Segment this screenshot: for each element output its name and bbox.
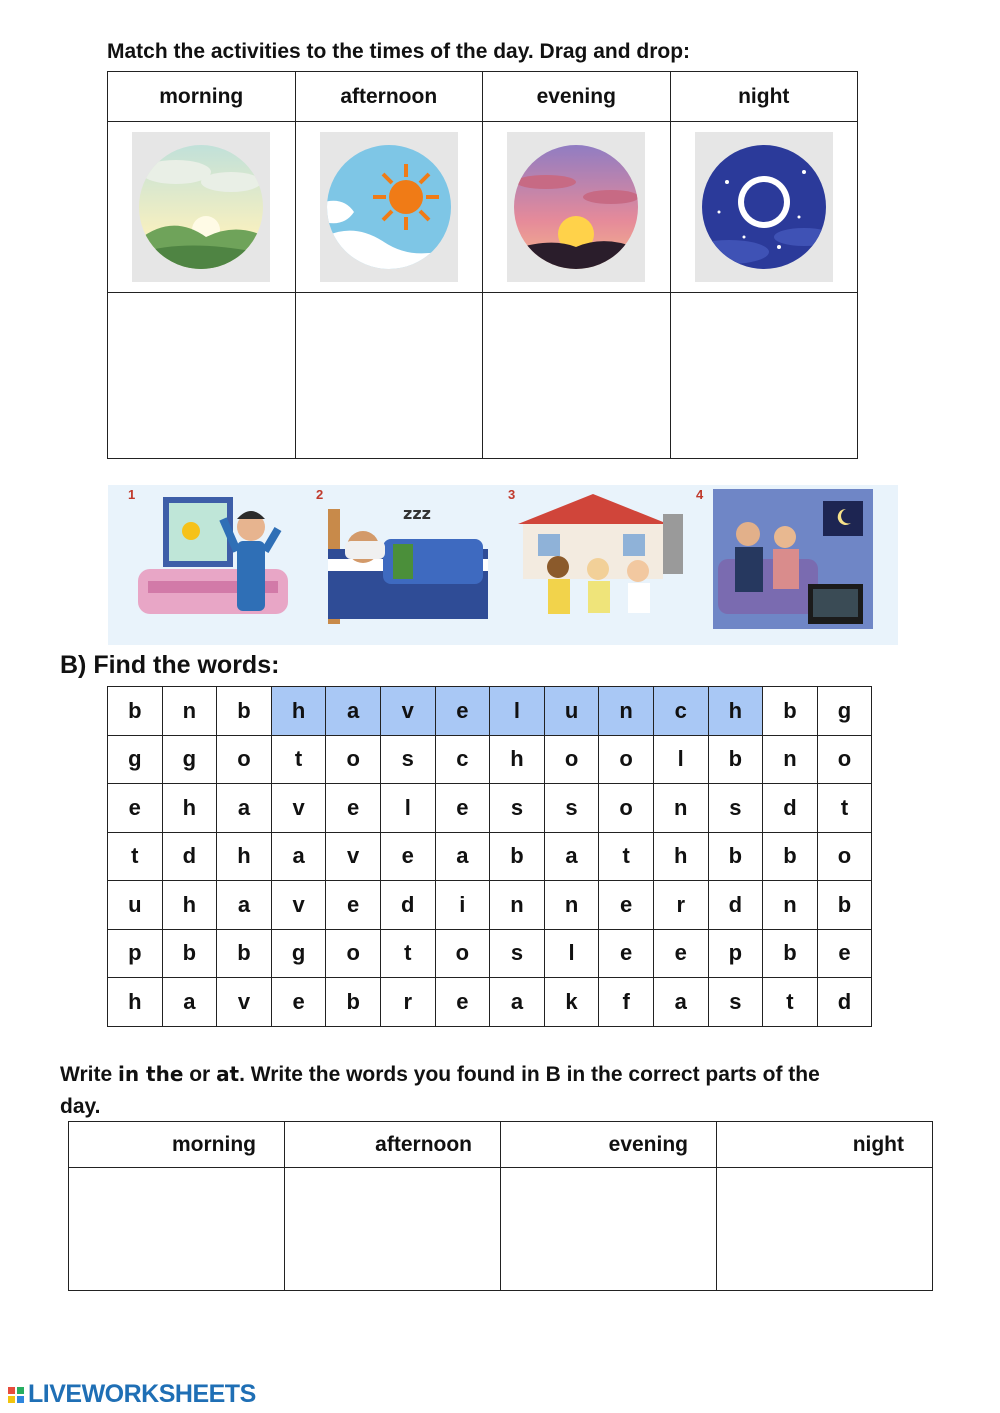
watching-tv-scene[interactable] (713, 489, 873, 639)
grid-letter-cell[interactable]: n (162, 687, 217, 736)
grid-letter-cell[interactable]: n (490, 881, 545, 930)
grid-letter-cell[interactable]: v (326, 832, 381, 881)
grid-letter-cell[interactable]: t (817, 784, 872, 833)
grid-letter-cell[interactable]: b (217, 929, 272, 978)
grid-letter-cell[interactable]: f (599, 978, 654, 1027)
grid-letter-cell[interactable]: n (763, 881, 818, 930)
grid-letter-cell[interactable]: v (271, 784, 326, 833)
grid-letter-cell[interactable]: a (217, 881, 272, 930)
grid-letter-cell[interactable]: h (653, 832, 708, 881)
grid-letter-cell[interactable]: u (544, 687, 599, 736)
grid-letter-cell[interactable]: l (544, 929, 599, 978)
grid-letter-cell[interactable]: b (708, 735, 763, 784)
grid-letter-cell[interactable]: d (763, 784, 818, 833)
grid-letter-cell[interactable]: b (490, 832, 545, 881)
grid-letter-cell[interactable]: e (271, 978, 326, 1027)
grid-letter-cell[interactable]: b (763, 687, 818, 736)
instruction-c-mid: or (183, 1063, 217, 1086)
grid-letter-cell[interactable]: h (162, 784, 217, 833)
logo-square (8, 1387, 15, 1394)
parts-header-night: night (717, 1122, 933, 1168)
grid-letter-cell[interactable]: e (380, 832, 435, 881)
grid-letter-cell[interactable]: a (490, 978, 545, 1027)
grid-letter-cell[interactable]: h (271, 687, 326, 736)
grid-letter-cell[interactable]: b (326, 978, 381, 1027)
grid-letter-cell[interactable]: g (271, 929, 326, 978)
scene-number: 3 (508, 487, 516, 502)
grid-letter-cell[interactable]: b (708, 832, 763, 881)
grid-letter-cell[interactable]: n (544, 881, 599, 930)
grid-letter-cell[interactable]: h (162, 881, 217, 930)
drop-zone-night[interactable] (670, 293, 858, 459)
grid-row (108, 978, 872, 1027)
grid-letter-cell[interactable]: n (653, 784, 708, 833)
grid-letter-cell[interactable]: e (599, 929, 654, 978)
grid-letter-cell[interactable]: b (763, 832, 818, 881)
grid-letter-cell[interactable]: r (653, 881, 708, 930)
grid-letter-cell[interactable]: n (599, 687, 654, 736)
grid-letter-cell[interactable]: a (653, 978, 708, 1027)
scene-number: 1 (128, 487, 136, 502)
grid-letter-cell[interactable]: e (435, 784, 490, 833)
grid-letter-cell[interactable]: e (435, 687, 490, 736)
header-morning: morning (108, 72, 296, 122)
instruction-a: Match the activities to the times of the day. Drag and drop: (107, 40, 691, 63)
grid-letter-cell[interactable]: c (435, 735, 490, 784)
liveworksheets-logo (8, 1380, 256, 1409)
logo-square (17, 1396, 24, 1403)
grid-letter-cell[interactable]: s (490, 929, 545, 978)
answer-box-afternoon[interactable] (285, 1168, 501, 1291)
grid-letter-cell[interactable]: t (599, 832, 654, 881)
grid-letter-cell[interactable]: h (217, 832, 272, 881)
grid-letter-cell[interactable]: b (763, 929, 818, 978)
grid-letter-cell[interactable]: v (271, 881, 326, 930)
grid-letter-cell[interactable]: s (544, 784, 599, 833)
waking-up-scene[interactable] (133, 489, 293, 639)
grid-letter-cell[interactable]: i (435, 881, 490, 930)
header-evening: evening (483, 72, 671, 122)
parts-header-evening: evening (501, 1122, 717, 1168)
grid-letter-cell[interactable]: a (544, 832, 599, 881)
grid-letter-cell[interactable]: k (544, 978, 599, 1027)
sleeping-scene[interactable] (323, 489, 493, 639)
logo-text: LIVEWORKSHEETS (28, 1380, 256, 1408)
grid-letter-cell[interactable]: e (599, 881, 654, 930)
grid-letter-cell[interactable]: l (380, 784, 435, 833)
sun-image (320, 132, 458, 282)
moon-image (695, 132, 833, 282)
parts-header-morning: morning (69, 1122, 285, 1168)
grid-letter-cell[interactable]: s (380, 735, 435, 784)
header-night: night (670, 72, 858, 122)
sunset-image (507, 132, 645, 282)
grid-letter-cell[interactable]: c (653, 687, 708, 736)
grid-letter-cell[interactable]: o (326, 929, 381, 978)
grid-letter-cell[interactable]: e (108, 784, 163, 833)
grid-letter-cell[interactable]: t (108, 832, 163, 881)
grid-letter-cell[interactable]: a (271, 832, 326, 881)
parts-header-afternoon: afternoon (285, 1122, 501, 1168)
scene-number: 4 (696, 487, 704, 502)
grid-letter-cell[interactable]: h (490, 735, 545, 784)
grid-letter-cell[interactable]: l (490, 687, 545, 736)
grid-letter-cell[interactable]: r (380, 978, 435, 1027)
activity-picture-strip (108, 485, 898, 645)
grid-letter-cell[interactable]: p (708, 929, 763, 978)
grid-letter-cell[interactable]: d (708, 881, 763, 930)
instruction-c-pre: Write (60, 1063, 118, 1086)
grid-letter-cell[interactable]: l (653, 735, 708, 784)
grid-row (108, 832, 872, 881)
grid-row (108, 881, 872, 930)
grid-letter-cell[interactable]: a (435, 832, 490, 881)
instruction-c-em-at: at (216, 1062, 240, 1086)
grid-letter-cell[interactable]: t (271, 735, 326, 784)
grid-letter-cell[interactable]: v (217, 978, 272, 1027)
times-of-day-table (107, 71, 858, 459)
grid-letter-cell[interactable]: d (162, 832, 217, 881)
grid-letter-cell[interactable]: b (162, 929, 217, 978)
grid-row (108, 784, 872, 833)
grid-letter-cell[interactable]: g (108, 735, 163, 784)
grid-letter-cell[interactable]: s (490, 784, 545, 833)
answer-box-evening[interactable] (501, 1168, 717, 1291)
grid-row (108, 929, 872, 978)
grid-letter-cell[interactable]: o (217, 735, 272, 784)
grid-letter-cell[interactable]: o (544, 735, 599, 784)
grid-letter-cell[interactable]: t (763, 978, 818, 1027)
grid-letter-cell[interactable]: e (435, 978, 490, 1027)
grid-letter-cell[interactable]: p (108, 929, 163, 978)
grid-letter-cell[interactable]: o (599, 735, 654, 784)
logo-square (8, 1396, 15, 1403)
grid-letter-cell[interactable]: o (817, 735, 872, 784)
scene-number: 2 (316, 487, 324, 502)
grid-letter-cell[interactable]: d (817, 978, 872, 1027)
grid-letter-cell[interactable]: b (217, 687, 272, 736)
grid-letter-cell[interactable]: a (326, 687, 381, 736)
grid-letter-cell[interactable]: o (817, 832, 872, 881)
grid-letter-cell[interactable]: e (326, 784, 381, 833)
sunrise-image (132, 132, 270, 282)
image-cell-night (670, 122, 858, 293)
section-b-title: B) Find the words: (60, 651, 280, 679)
grid-letter-cell[interactable]: v (380, 687, 435, 736)
grid-letter-cell[interactable]: b (108, 687, 163, 736)
logo-square (17, 1387, 24, 1394)
grid-letter-cell[interactable]: d (380, 881, 435, 930)
drop-zone-afternoon[interactable] (295, 293, 483, 459)
header-afternoon: afternoon (295, 72, 483, 122)
grid-letter-cell[interactable]: o (435, 929, 490, 978)
grid-letter-cell[interactable]: h (708, 687, 763, 736)
grid-letter-cell[interactable]: u (108, 881, 163, 930)
grid-letter-cell[interactable]: a (162, 978, 217, 1027)
grid-letter-cell[interactable]: s (708, 978, 763, 1027)
grid-letter-cell[interactable]: g (162, 735, 217, 784)
drop-zone-evening[interactable] (483, 293, 671, 459)
parts-of-day-table (68, 1121, 933, 1291)
grid-letter-cell[interactable]: e (817, 929, 872, 978)
svg-text:zzz: zzz (403, 504, 431, 523)
grid-letter-cell[interactable]: a (217, 784, 272, 833)
grid-letter-cell[interactable]: h (108, 978, 163, 1027)
word-search-grid (107, 686, 872, 1027)
answer-box-night[interactable] (717, 1168, 933, 1291)
grid-letter-cell[interactable]: n (763, 735, 818, 784)
going-to-school-scene[interactable] (513, 489, 688, 639)
grid-letter-cell[interactable]: b (817, 881, 872, 930)
grid-letter-cell[interactable]: g (817, 687, 872, 736)
grid-letter-cell[interactable]: t (380, 929, 435, 978)
image-cell-evening (483, 122, 671, 293)
drop-zone-morning[interactable] (108, 293, 296, 459)
instruction-c (60, 1058, 860, 1123)
image-cell-morning (108, 122, 296, 293)
grid-letter-cell[interactable]: e (653, 929, 708, 978)
answer-box-morning[interactable] (69, 1168, 285, 1291)
image-cell-afternoon (295, 122, 483, 293)
grid-letter-cell[interactable]: s (708, 784, 763, 833)
instruction-c-post: . Write the words you found in B in the correct parts of the day. (60, 1063, 820, 1118)
grid-letter-cell[interactable]: o (326, 735, 381, 784)
logo-mark-icon (8, 1387, 24, 1403)
grid-letter-cell[interactable]: e (326, 881, 381, 930)
grid-letter-cell[interactable]: o (599, 784, 654, 833)
grid-row (108, 735, 872, 784)
grid-row (108, 687, 872, 736)
instruction-c-em-in-the: in the (117, 1062, 184, 1086)
